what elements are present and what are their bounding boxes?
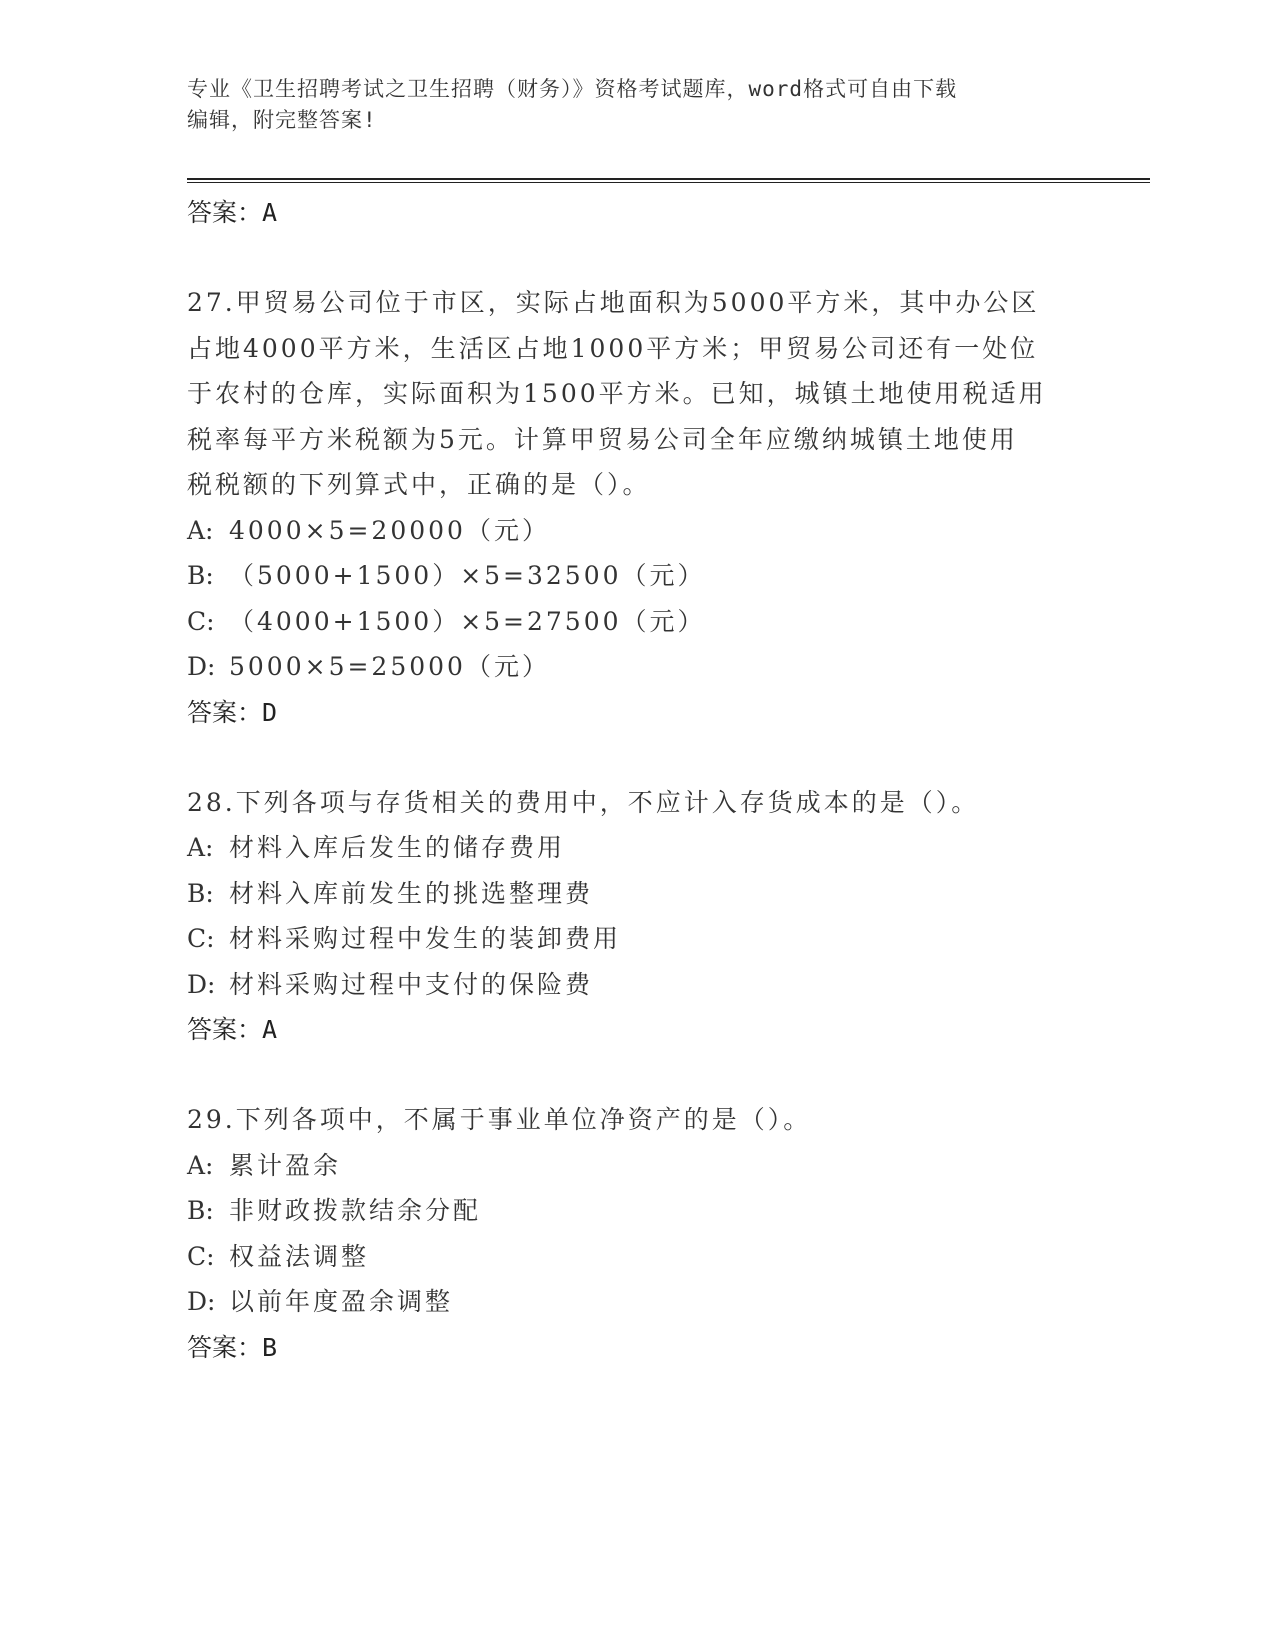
option-a	[187, 825, 1087, 871]
option-key: D:	[187, 969, 216, 999]
question-stem-line: 27.甲贸易公司位于市区，实际占地面积为5000平方米，其中办公区	[187, 288, 1040, 317]
option-key: D:	[187, 1287, 216, 1316]
option-d	[187, 962, 1087, 1008]
option-a	[187, 508, 1087, 554]
option-c	[187, 599, 1087, 645]
answer-28: 答案：A	[187, 1015, 278, 1044]
option-d	[187, 1279, 1087, 1325]
option-key: D:	[187, 652, 216, 681]
question-stem-line: 占地4000平方米，生活区占地1000平方米；甲贸易公司还有一处位	[187, 333, 1039, 363]
option-text: 以前年度盈余调整	[229, 1287, 454, 1316]
option-key: C:	[187, 606, 215, 636]
option-text: 4000×5=20000（元）	[229, 515, 550, 545]
header-line-2: 编辑，附完整答案!	[187, 108, 377, 132]
previous-answer: 答案：A	[187, 198, 278, 227]
question-stem-line: 税税额的下列算式中，正确的是（）。	[187, 470, 651, 499]
question-29	[187, 1097, 1087, 1371]
question-stem-line: 于农村的仓库，实际面积为1500平方米。已知，城镇土地使用税适用	[187, 379, 1047, 408]
question-stem-line: 税率每平方米税额为5元。计算甲贸易公司全年应缴纳城镇土地使用	[187, 424, 1018, 454]
option-key: B:	[187, 878, 214, 908]
option-b	[187, 871, 1087, 917]
answer-27: 答案：D	[187, 697, 278, 727]
option-key: A:	[187, 833, 214, 862]
option-key: B:	[187, 1196, 214, 1225]
option-c	[187, 1234, 1087, 1280]
option-key: C:	[187, 924, 215, 953]
option-text: 材料入库后发生的储存费用	[229, 833, 566, 862]
option-text: 材料采购过程中发生的装卸费用	[229, 924, 622, 953]
option-text: 材料采购过程中支付的保险费	[229, 969, 594, 999]
option-a	[187, 1143, 1087, 1189]
header-rule-thick	[187, 178, 1150, 180]
option-text: 材料入库前发生的挑选整理费	[229, 878, 594, 908]
question-list	[187, 190, 1087, 1371]
header-line-1: 专业《卫生招聘考试之卫生招聘（财务）》资格考试题库，word格式可自由下载	[187, 77, 958, 101]
option-text: 5000×5=25000（元）	[229, 652, 550, 681]
question-28	[187, 780, 1087, 1054]
answer-29: 答案：B	[187, 1332, 278, 1362]
option-key: A:	[187, 515, 214, 545]
option-text: 非财政拨款结余分配	[229, 1196, 482, 1225]
option-key: B:	[187, 561, 214, 590]
option-text: （4000+1500）×5=27500（元）	[229, 606, 706, 636]
header-rule-thin	[187, 182, 1150, 183]
option-b	[187, 1188, 1087, 1234]
option-d	[187, 644, 1087, 690]
question-stem-line: 28.下列各项与存货相关的费用中，不应计入存货成本的是（）。	[187, 787, 980, 817]
option-key: A:	[187, 1150, 214, 1180]
document-header	[187, 74, 1087, 136]
option-text: 权益法调整	[229, 1241, 370, 1271]
option-text: 累计盈余	[229, 1150, 342, 1180]
option-key: C:	[187, 1241, 215, 1271]
option-c	[187, 916, 1087, 962]
option-b	[187, 553, 1087, 599]
option-text: （5000+1500）×5=32500（元）	[229, 561, 706, 590]
question-27	[187, 280, 1087, 736]
question-stem-line: 29.下列各项中，不属于事业单位净资产的是（）。	[187, 1105, 812, 1134]
